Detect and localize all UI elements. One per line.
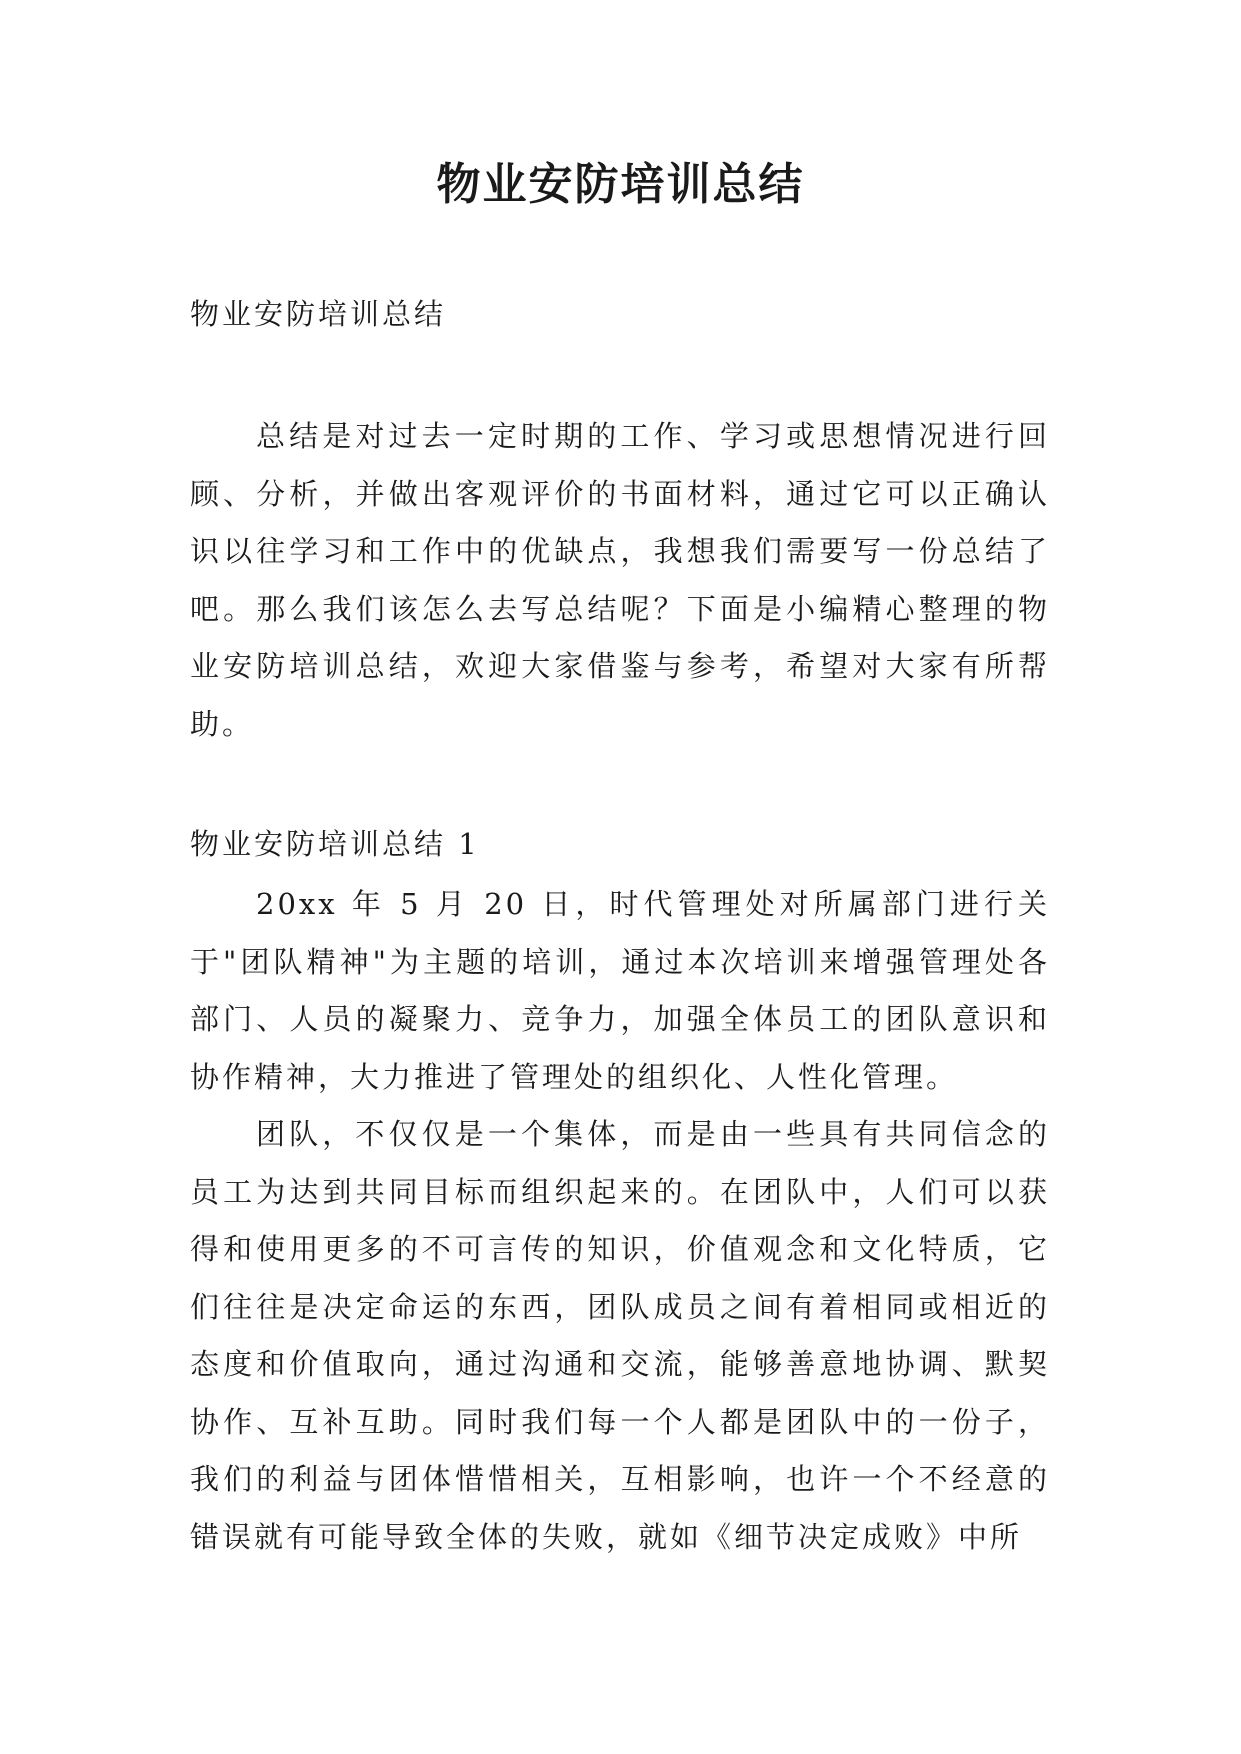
document-title: 物业安防培训总结 xyxy=(436,159,805,210)
section-heading: 物业安防培训总结 1 xyxy=(190,827,480,861)
intro-paragraph: 总结是对过去一定时期的工作、学习或思想情况进行回顾、分析，并做出客观评价的书面材料，通过它可以正确认识以往学习和工作中的优缺点，我想我们需要写一份总结了吧。那么我们该怎么去写总结呢？下面是小编精心整理的物业安防培训总结，欢迎大家借鉴与参考，希望对大家有所帮助。 xyxy=(190,419,1050,741)
document-subtitle: 物业安防培训总结 xyxy=(190,297,447,331)
body-paragraph: 20xx 年 5 月 20 日，时代管理处对所属部门进行关于"团队精神"为主题的培训，通过本次培训来增强管理处各部门、人员的凝聚力、竞争力，加强全体员工的团队意识和协作精神，大力推进了管理处的组织化、人性化管理。 xyxy=(190,887,1050,1094)
body-paragraph: 团队，不仅仅是一个集体，而是由一些具有共同信念的员工为达到共同目标而组织起来的。在团队中，人们可以获得和使用更多的不可言传的知识，价值观念和文化特质，它们往往是决定命运的东西，团队成员之间有着相同或相近的态度和价值取向，通过沟通和交流，能够善意地协调、默契协作、互补互助。同时我们每一个人都是团队中的一份子，我们的利益与团体惜惜相关，互相影响，也许一个不经意的错误就有可能导致全体的失败，就如《细节决定成败》中所 xyxy=(190,1117,1050,1554)
